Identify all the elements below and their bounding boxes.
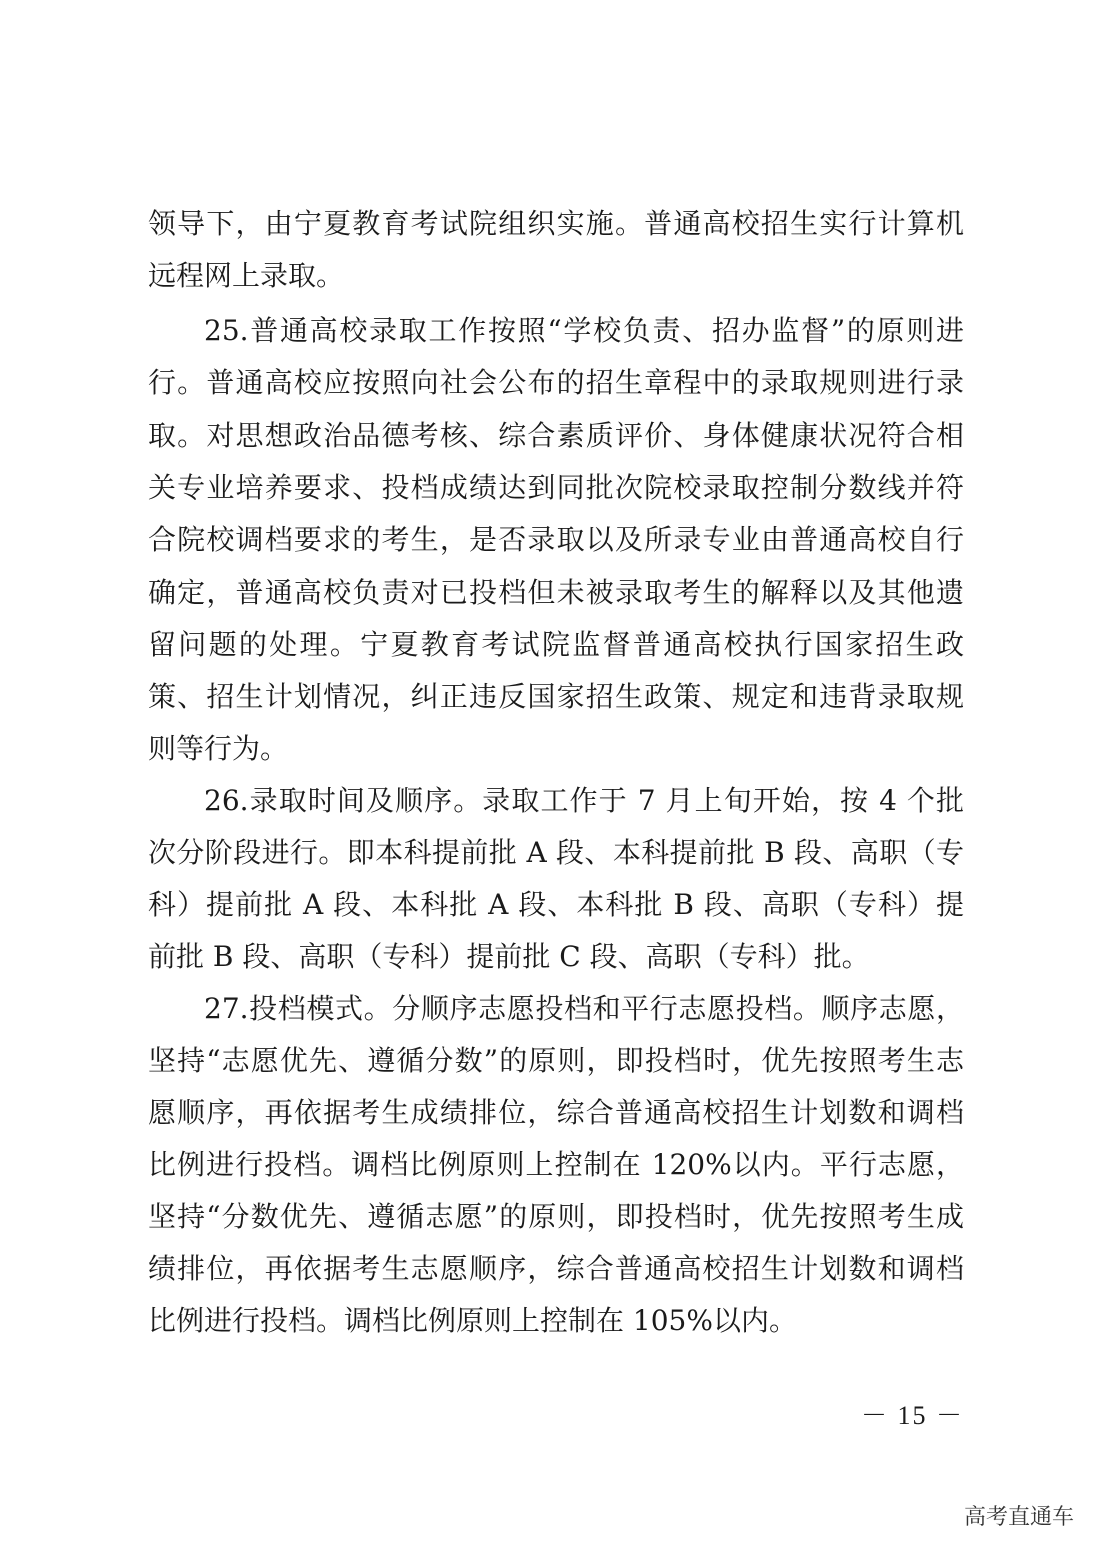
text-line: 远程网上录取。: [148, 259, 345, 292]
text-line: 留问题的处理。宁夏教育考试院监督普通高校执行国家招生政: [148, 628, 964, 661]
text-line: 则等行为。: [148, 732, 289, 765]
text-line: 比例进行投档。调档比例原则上控制在 105%以内。: [148, 1304, 797, 1337]
text-line: 行。普通高校应按照向社会公布的招生章程中的录取规则进行录: [148, 366, 964, 399]
page-number: － 15 －: [860, 1401, 964, 1430]
paragraph-27-start: 27.投档模式。分顺序志愿投档和平行志愿投档。顺序志愿，: [204, 992, 964, 1025]
text-line: 科）提前批 A 段、本科批 A 段、本科批 B 段、高职（专科）提: [148, 888, 964, 921]
text-line: 前批 B 段、高职（专科）提前批 C 段、高职（专科）批。: [148, 940, 870, 973]
paragraph-25-start: 25.普通高校录取工作按照“学校负责、招办监督”的原则进: [204, 314, 964, 347]
watermark-text: 高考直通车: [963, 1505, 1074, 1530]
paragraph-26-start: 26.录取时间及顺序。录取工作于 7 月上旬开始，按 4 个批: [204, 784, 964, 817]
text-line: 领导下，由宁夏教育考试院组织实施。普通高校招生实行计算机: [148, 207, 964, 240]
text-line: 确定，普通高校负责对已投档但未被录取考生的解释以及其他遗: [148, 576, 964, 609]
text-line: 策、招生计划情况，纠正违反国家招生政策、规定和违背录取规: [148, 680, 964, 713]
text-line: 合院校调档要求的考生，是否录取以及所录专业由普通高校自行: [148, 523, 964, 556]
text-line: 坚持“分数优先、遵循志愿”的原则，即投档时，优先按照考生成: [148, 1200, 964, 1233]
text-line: 关专业培养要求、投档成绩达到同批次院校录取控制分数线并符: [148, 471, 964, 504]
text-line: 次分阶段进行。即本科提前批 A 段、本科提前批 B 段、高职（专: [148, 836, 964, 869]
text-line: 坚持“志愿优先、遵循分数”的原则，即投档时，优先按照考生志: [148, 1044, 964, 1077]
text-line: 取。对思想政治品德考核、综合素质评价、身体健康状况符合相: [148, 419, 964, 452]
text-line: 绩排位，再依据考生志愿顺序，综合普通高校招生计划数和调档: [148, 1252, 964, 1285]
text-line: 比例进行投档。调档比例原则上控制在 120%以内。平行志愿，: [148, 1148, 964, 1181]
text-line: 愿顺序，再依据考生成绩排位，综合普通高校招生计划数和调档: [148, 1096, 964, 1129]
